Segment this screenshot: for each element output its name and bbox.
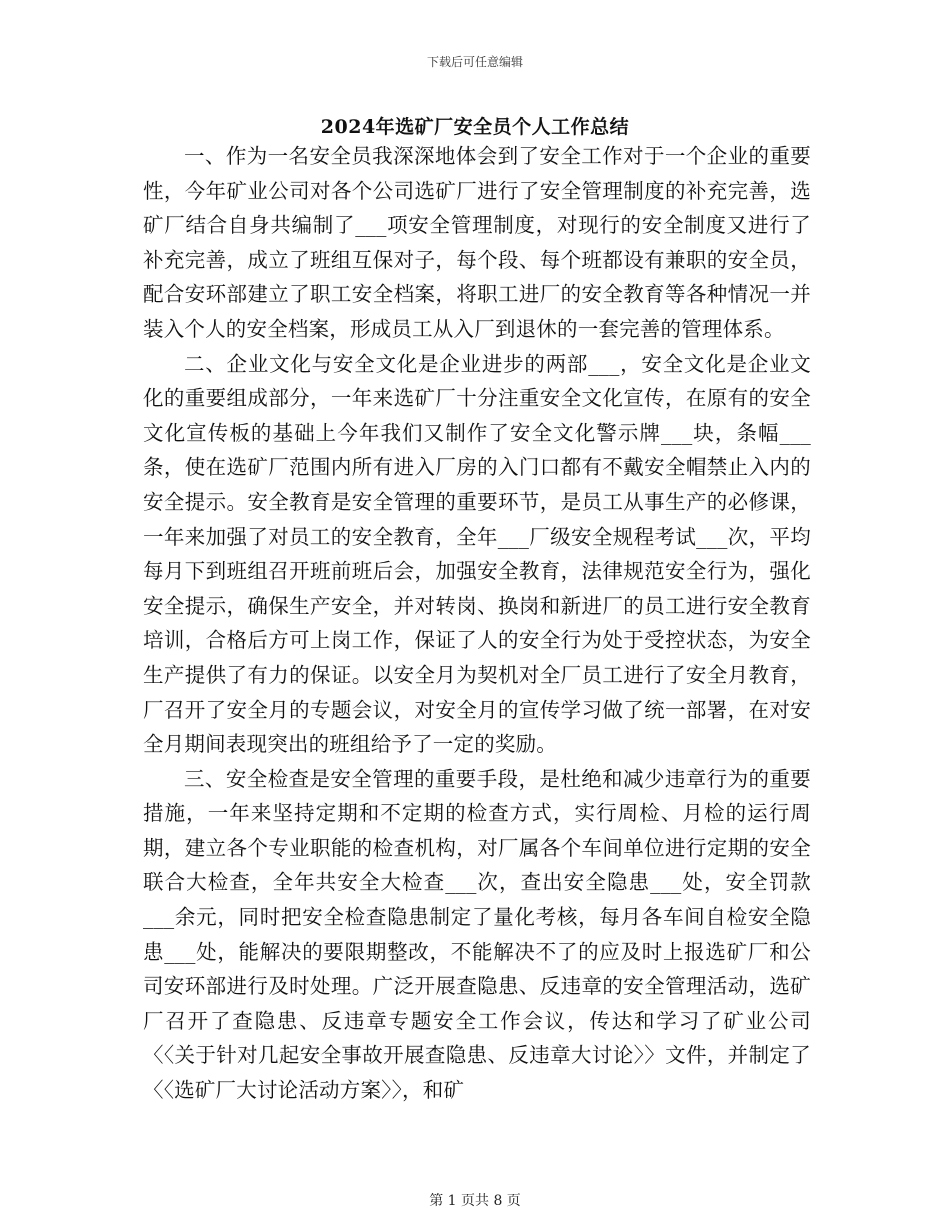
page-header-note: 下载后可任意编辑 <box>426 55 523 69</box>
page-number-footer: 第 1 页共 8 页 <box>429 1193 521 1209</box>
paragraph-2: 二、企业文化与安全文化是企业进步的两部___，安全文化是企业文化的重要组成部分，一年来选矿厂十分注重安全文化宣传，在原有的安全文化宣传板的基础上今年我们又制作了安全文化警示牌___块，条幅___条，使在选矿厂范围内所有进入厂房的入门口都有不戴安全帽禁止入内的安全提示。安全教育是安全管理的重要环节，是员工从事生产的必修课，一年来加强了对员工的安全教育，全年___厂级安全规程考试___次，平均每月下到班组召开班前班后会，加强安全教育，法律规范安全行为，强化安全提示，确保生产安全，并对转岗、换岗和新进厂的员工进行安全教育培训，合格后方可上岗工作，保证了人的安全行为处于受控状态，为安全生产提供了有力的保证。以安全月为契机对全厂员工进行了安全月教育，厂召开了安全月的专题会议，对安全月的宣传学习做了统一部署，在对安全月期间表现突出的班组给予了一定的奖励。 <box>143 351 811 757</box>
document-body <box>143 139 811 1108</box>
document-title: 2024年选矿厂安全员个人工作总结 <box>320 116 630 138</box>
paragraph-3: 三、安全检查是安全管理的重要手段，是杜绝和减少违章行为的重要措施，一年来坚持定期和不定期的检查方式，实行周检、月检的运行周期，建立各个专业职能的检查机构，对厂属各个车间单位进行定期的安全联合大检查，全年共安全大检查___次，查出安全隐患___处，安全罚款___余元，同时把安全检查隐患制定了量化考核，每月各车间自检安全隐患___处，能解决的要限期整改，不能解决不了的应及时上报选矿厂和公司安环部进行及时处理。广泛开展查隐患、反违章的安全管理活动，选矿厂召开了查隐患、反违章专题安全工作会议，传达和学习了矿业公司〈〈关于针对几起安全事故开展查隐患、反违章大讨论〉〉文件，并制定了〈〈选矿厂大讨论活动方案〉〉，和矿 <box>143 766 811 1103</box>
paragraph-1: 一、作为一名安全员我深深地体会到了安全工作对于一个企业的重要性，今年矿业公司对各个公司选矿厂进行了安全管理制度的补充完善，选矿厂结合自身共编制了___项安全管理制度，对现行的安全制度又进行了补充完善，成立了班组互保对子，每个段、每个班都设有兼职的安全员，配合安环部建立了职工安全档案，将职工进厂的安全教育等各种情况一并装入个人的安全档案，形成员工从入厂到退休的一套完善的管理体系。 <box>143 144 811 341</box>
